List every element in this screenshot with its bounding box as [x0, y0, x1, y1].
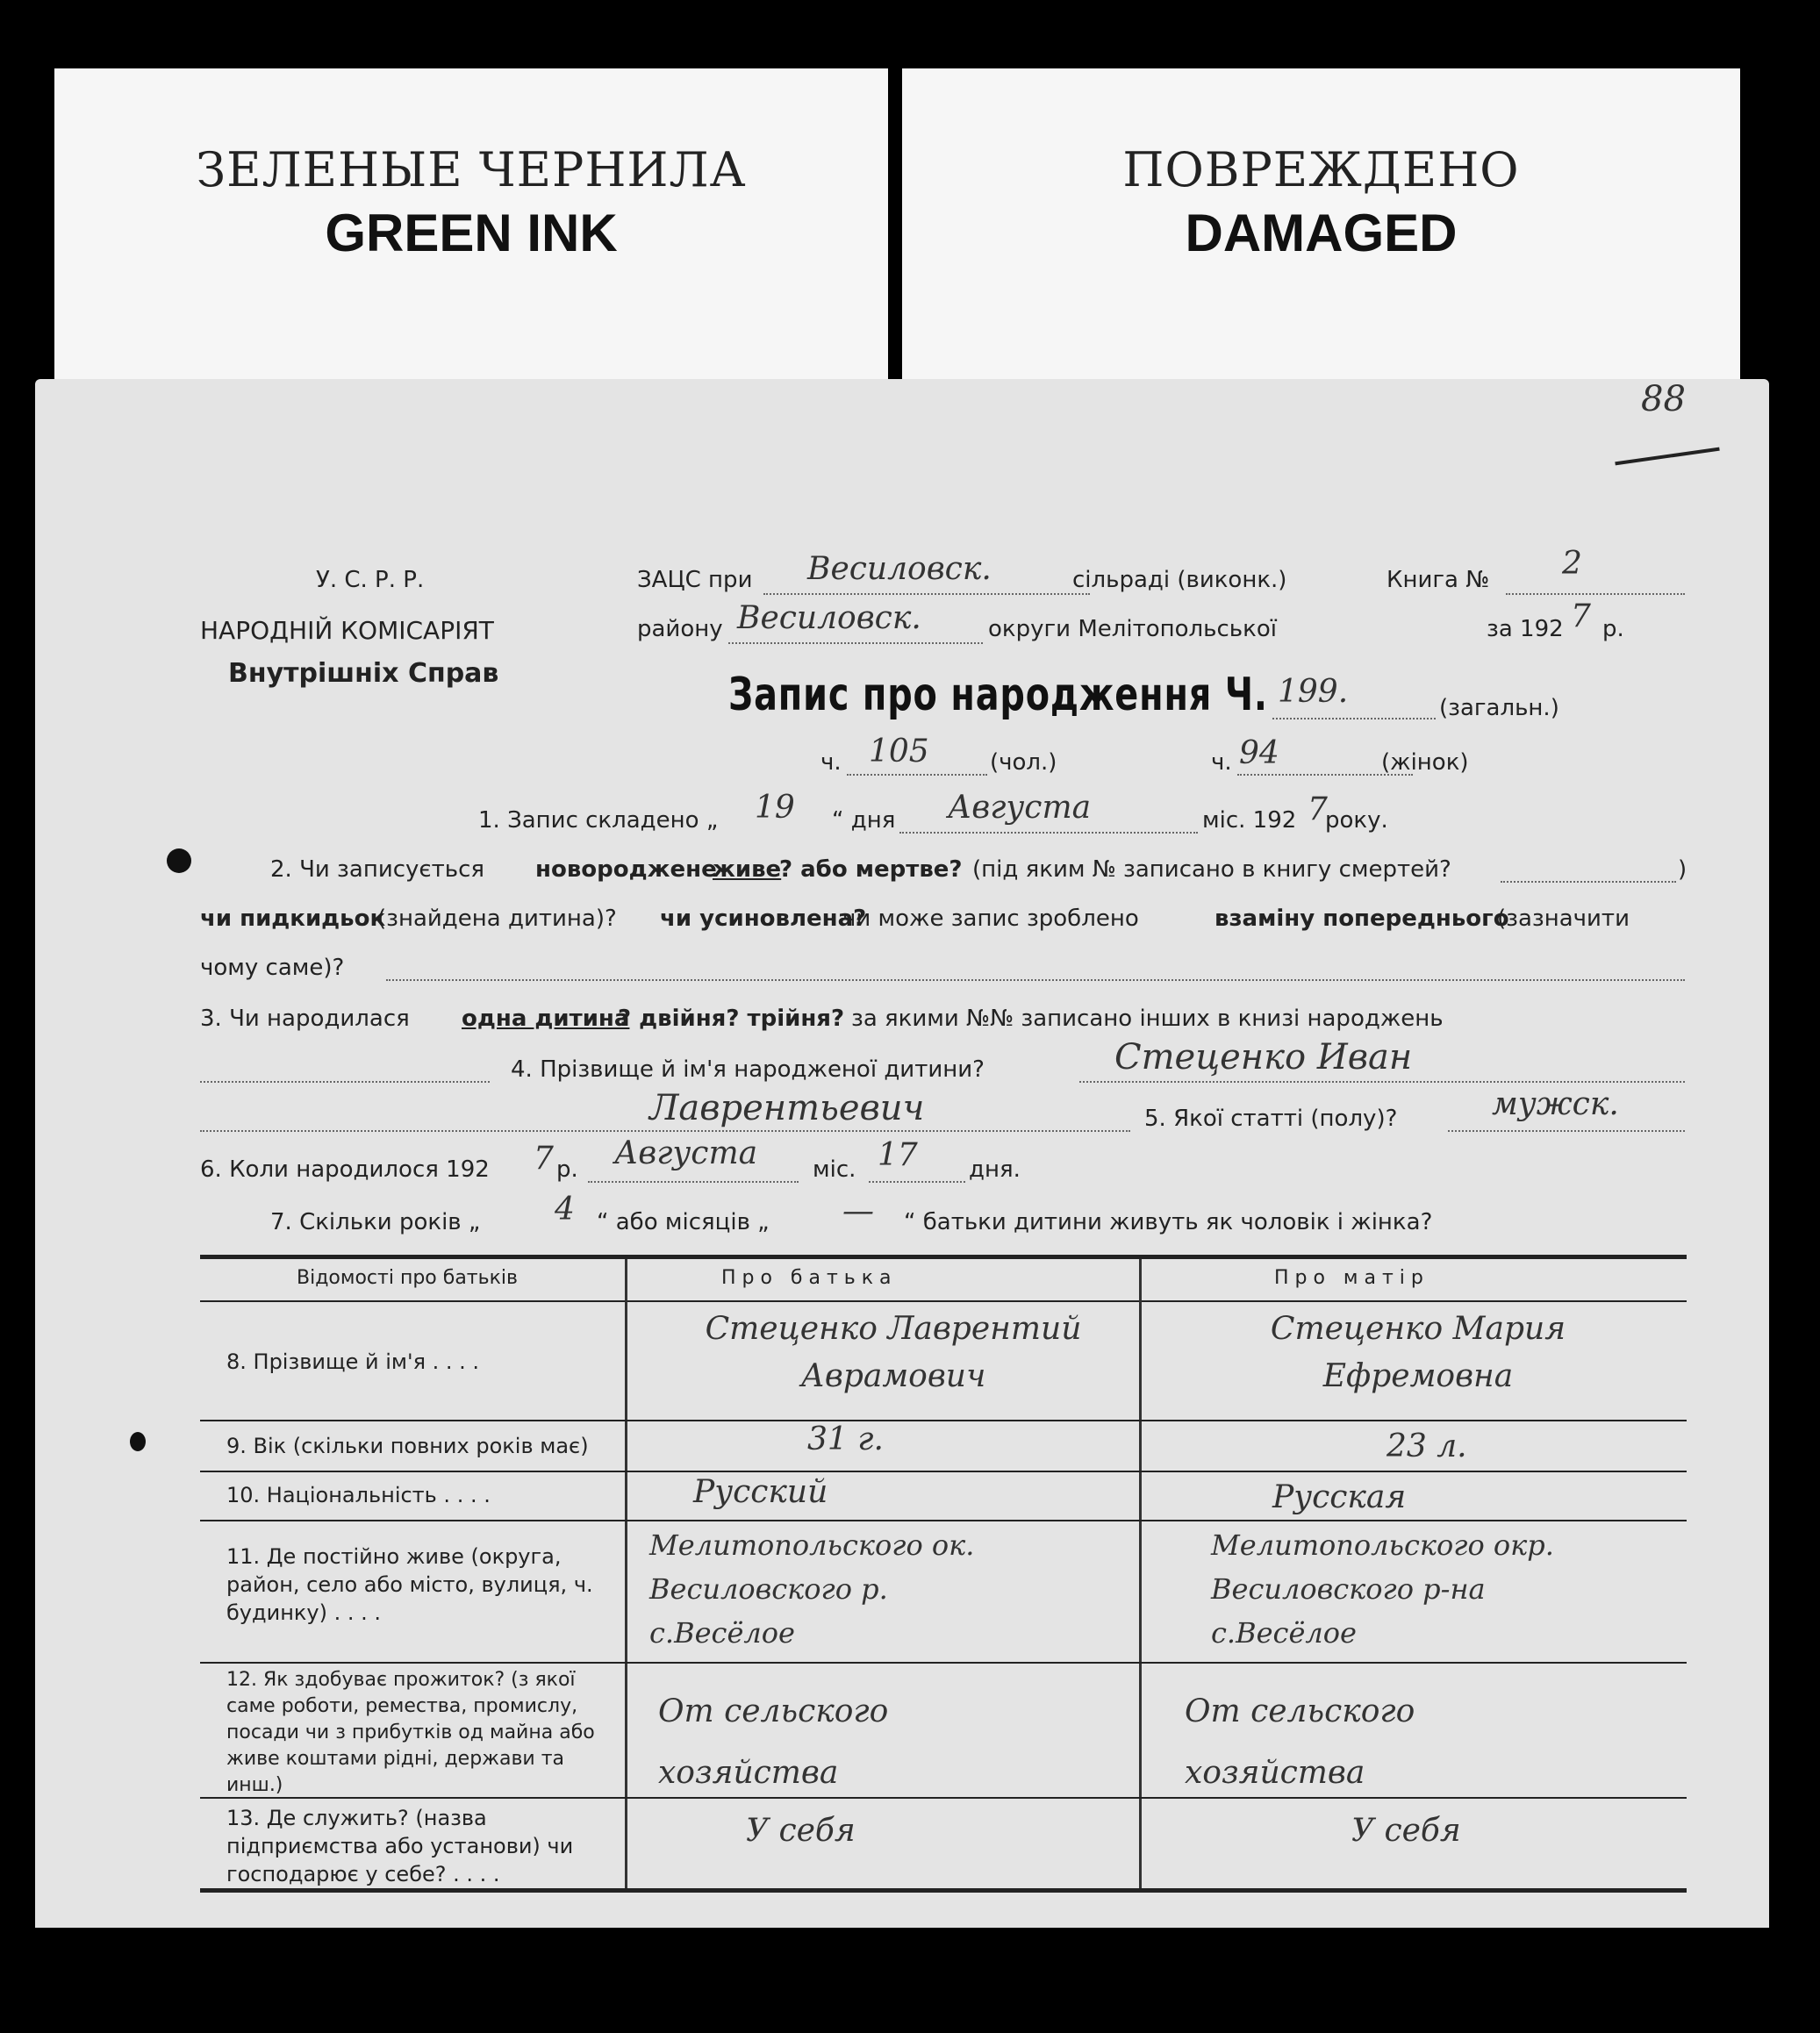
female-number: 94 [1239, 735, 1279, 771]
q2-line1-f: ) [1678, 856, 1687, 883]
q2-reason-line [386, 979, 1685, 981]
male-label: (чол.) [990, 749, 1057, 776]
row-8-mother: Стеценко Мария Ефремовна [1270, 1311, 1566, 1394]
row-13-mother: У себя [1351, 1813, 1461, 1849]
table-bottom-rule [200, 1888, 1687, 1893]
q2-line1-a: 2. Чи записується [270, 856, 485, 883]
q2-line3: чому саме)? [200, 955, 345, 981]
q5-label: 5. Якої статті (полу)? [1144, 1106, 1398, 1132]
female-prefix: ч. [1211, 749, 1232, 776]
green-ink-ru: ЗЕЛЕНЫЕ ЧЕРНИЛА [196, 142, 747, 197]
green-ink-en: GREEN INK [325, 204, 618, 262]
q2-line2-f: (зазначити [1497, 906, 1630, 932]
row-12-father: От сельского хозяйства [658, 1693, 889, 1791]
q2-line1-c: живе [713, 856, 782, 883]
table-header-info: Відомості про батьків [297, 1267, 518, 1289]
table-header-rule [200, 1300, 1687, 1302]
row-12-label: 12. Як здобуває прожиток? (з якої саме роботи, ремества, промислу, посади чи з прибутків од майна або живе коштами рідні, держави та инш.) [226, 1669, 595, 1796]
book-line [1506, 593, 1685, 595]
q6-day: 17 [878, 1137, 918, 1173]
okrug-label: округи Мелітопольської [988, 616, 1277, 642]
q2-line2-b: (знайдена дитина)? [377, 906, 617, 932]
book-label: Книга № [1386, 567, 1490, 593]
title-number-line [1272, 718, 1436, 719]
q4-value1: Стеценко Иван [1114, 1037, 1413, 1077]
selrada-label: сільраді (виконк.) [1072, 567, 1287, 593]
damaged-label-card [902, 68, 1740, 384]
q5-line [1448, 1130, 1685, 1132]
q6-year: 7 [534, 1141, 554, 1177]
q6-c: міс. [813, 1156, 856, 1183]
row-9-father: 31 г. [807, 1421, 884, 1457]
damaged-ru: ПОВРЕЖДЕНО [1122, 142, 1520, 197]
table-top-rule [200, 1255, 1687, 1259]
commissariat-heading: НАРОДНІЙ КОМІСАРІЯТ [200, 616, 494, 645]
row-rule [200, 1662, 1687, 1664]
q1-suffix: року. [1325, 807, 1388, 834]
q2-line2-c: чи усиновлена? [660, 906, 867, 932]
zags-label: ЗАЦС при [637, 567, 753, 593]
q7-years: 4 [555, 1192, 575, 1228]
q7-b: “ або місяців „ [597, 1209, 770, 1235]
q1-year: 7 [1308, 791, 1328, 827]
row-11-mother: Мелитопольского окр. Весиловского р-на с.Весёлое [1211, 1528, 1554, 1650]
table-header-father: П р о б а т ь к а [721, 1267, 892, 1289]
rayon-label: району [637, 616, 723, 642]
q3-c: ? двійня? трійня? [618, 1006, 845, 1032]
q3-line [200, 1081, 490, 1083]
q1-month: Августа [948, 790, 1092, 826]
row-10-father: Русский [693, 1474, 828, 1510]
q1-mis: міс. 192 [1202, 807, 1297, 834]
row-10-mother: Русская [1272, 1479, 1407, 1515]
row-13-father: У себя [746, 1813, 856, 1849]
q6-b: р. [556, 1156, 578, 1183]
q3-b: одна дитина [462, 1006, 630, 1032]
green-ink-label-card [54, 68, 888, 384]
row-rule [200, 1797, 1687, 1799]
row-11-label: 11. Де постійно живе (округа, район, село або місто, вулиця, ч. будинку) . . . . [226, 1544, 593, 1625]
general-label: (загальн.) [1439, 695, 1559, 721]
male-prefix: ч. [820, 749, 842, 776]
ministry-heading: Внутрішніх Справ [228, 658, 499, 689]
q2-line1-b: новороджене [535, 856, 717, 883]
q6-month-line [588, 1181, 799, 1183]
q2-death-line [1501, 881, 1676, 883]
q7-c: “ батьки дитини живуть як чоловік і жінка? [904, 1209, 1433, 1235]
year-suffix: р. [1602, 616, 1624, 642]
corner-number: 88 [1641, 379, 1686, 419]
q1-mid: “ дня [832, 807, 896, 834]
q3-d: за якими №№ записано інших в книзі народжень [851, 1006, 1444, 1032]
row-11-father: Мелитопольского ок. Весиловского р. с.Весёлое [649, 1528, 975, 1650]
q2-line2-a: чи пидкидьок [200, 906, 386, 932]
q3-a: 3. Чи народилася [200, 1006, 410, 1032]
year-value: 7 [1571, 598, 1591, 634]
birth-record-document [35, 379, 1769, 1928]
punch-hole [130, 1432, 146, 1451]
row-8-label: 8. Прізвище й ім'я . . . . [226, 1349, 480, 1374]
zags-line [763, 593, 1090, 595]
row-rule [200, 1520, 1687, 1521]
q6-day-line [869, 1181, 965, 1183]
q1-month-line [899, 832, 1198, 834]
q4-line2 [200, 1130, 1130, 1132]
q1-day: 19 [755, 790, 795, 826]
q2-line2-d: чи може запис зроблено [842, 906, 1139, 932]
rayon-value: Весиловск. [737, 600, 921, 636]
q4-label: 4. Прізвище й ім'я народженої дитини? [511, 1056, 985, 1083]
year-label: за 192 [1487, 616, 1564, 642]
damaged-en: DAMAGED [1185, 204, 1458, 262]
book-value: 2 [1562, 546, 1582, 582]
q2-line2-e: взаміну попереднього [1215, 906, 1509, 932]
male-number: 105 [869, 734, 929, 770]
female-label: (жінок) [1381, 749, 1469, 776]
q4-value2: Лаврентьевич [649, 1088, 925, 1128]
q2-line1-e: (під яким № записано в книгу смертей? [972, 856, 1451, 883]
table-divider-2 [1139, 1259, 1142, 1888]
corner-strikethrough [1615, 447, 1719, 466]
row-10-label: 10. Національність . . . . [226, 1483, 491, 1507]
row-12-mother: От сельского хозяйства [1185, 1693, 1415, 1791]
q6-d: дня. [969, 1156, 1021, 1183]
row-rule [200, 1471, 1687, 1472]
punch-hole [167, 848, 191, 873]
row-rule [200, 1420, 1687, 1421]
row-13-label: 13. Де служить? (назва підприємства або установи) чи господарює у себе? . . . . [226, 1806, 574, 1886]
q7-months: — [842, 1193, 874, 1229]
male-line [847, 774, 987, 776]
zags-value: Весиловск. [807, 551, 992, 587]
table-header-mother: П р о м а т і р [1274, 1267, 1423, 1289]
q2-line1-d: ? або мертве? [779, 856, 963, 883]
record-number: 199. [1278, 674, 1349, 710]
q5-value: мужск. [1492, 1086, 1619, 1122]
ussr-heading: У. С. Р. Р. [316, 567, 425, 593]
q4-line1 [1079, 1081, 1685, 1083]
record-title: Запис про народження Ч. [728, 669, 1268, 721]
row-9-label: 9. Вік (скільки повних років має) [226, 1434, 589, 1458]
q7-a: 7. Скільки років „ [270, 1209, 481, 1235]
row-9-mother: 23 л. [1386, 1428, 1467, 1464]
q1-prefix: 1. Запис складено „ [478, 807, 719, 834]
q6-a: 6. Коли народилося 192 [200, 1156, 490, 1183]
rayon-line [728, 642, 983, 644]
row-8-father: Стеценко Лаврентий Аврамович [705, 1311, 1082, 1394]
table-divider-1 [625, 1259, 627, 1888]
q6-month: Августа [614, 1135, 758, 1171]
